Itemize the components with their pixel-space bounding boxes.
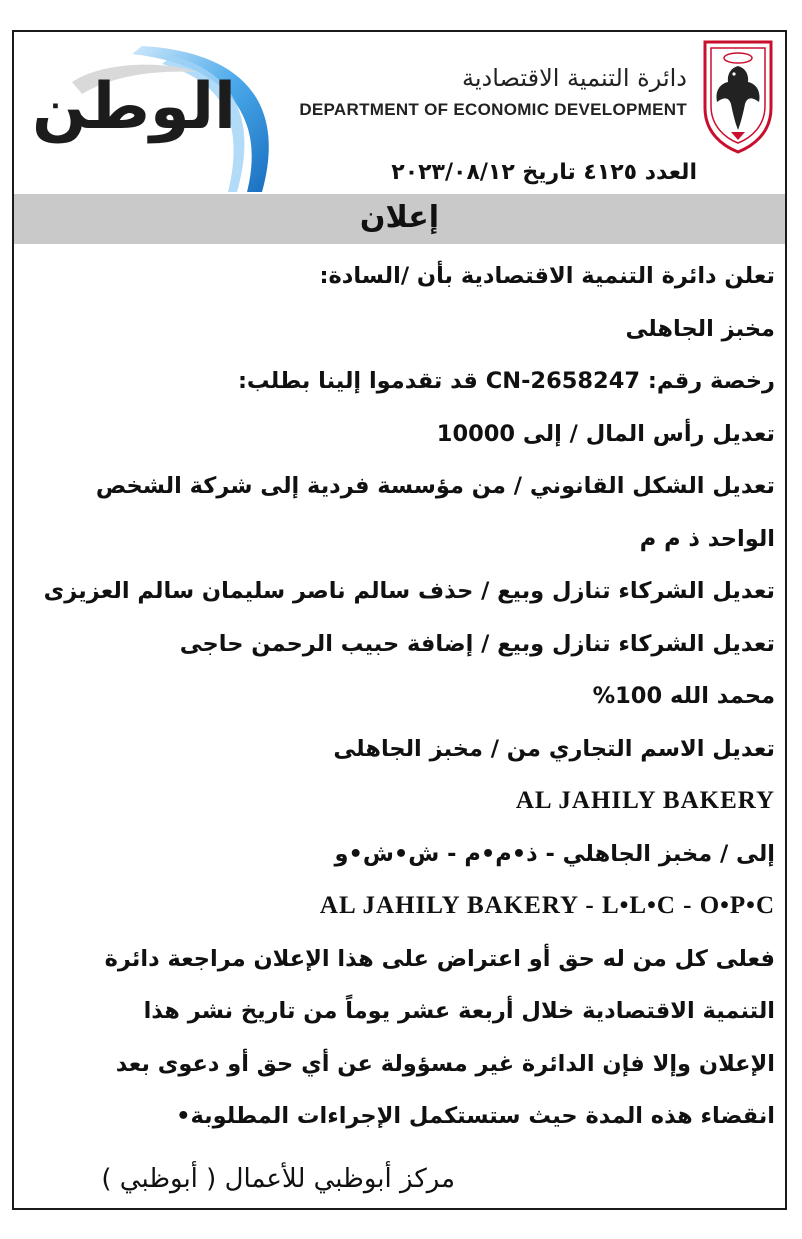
body-line: تعديل الاسم التجاري من / مخبز الجاهلى	[333, 735, 775, 762]
header	[14, 32, 785, 192]
body-line: الإعلان وإلا فإن الدائرة غير مسؤولة عن أي حق أو دعوى بعد	[115, 1050, 775, 1077]
english-name-line: AL JAHILY BAKERY	[515, 787, 775, 814]
department-name-english: DEPARTMENT OF ECONOMIC DEVELOPMENT	[299, 100, 687, 119]
body-line: محمد الله 100%	[592, 683, 775, 709]
issuer-footer: مركز أبوظبي للأعمال ( أبوظبي )	[101, 1164, 455, 1194]
body-line: تعديل رأس المال / إلى 10000	[436, 420, 775, 447]
body-line: رخصة رقم: CN-2658247 قد تقدموا إلينا بطلب:	[237, 368, 775, 394]
body-line: تعديل الشركاء تنازل وبيع / حذف سالم ناصر سليمان سالم العزيزى	[43, 578, 775, 604]
al-watan-logo	[22, 42, 292, 192]
abu-dhabi-falcon-emblem-icon	[701, 38, 775, 154]
body-line: انقضاء هذه المدة حيث ستستكمل الإجراءات المطلوبة•	[176, 1103, 775, 1129]
body-line: إلى / مخبز الجاهلي - ذ•م•م - ش•ش•و	[334, 840, 775, 867]
body-line: التنمية الاقتصادية خلال أربعة عشر يوماً من تاريخ نشر هذا	[143, 998, 775, 1024]
announcement-frame	[12, 30, 787, 1210]
body-line: تعديل الشركاء تنازل وبيع / إضافة حبيب الرحمن حاجى	[179, 630, 775, 657]
body-line: الواحد ذ م م	[639, 525, 775, 552]
title-bar	[14, 194, 785, 244]
english-name-line: AL JAHILY BAKERY - L•L•C - O•P•C	[319, 892, 775, 919]
body-line: فعلى كل من له حق أو اعتراض على هذا الإعلان مراجعة دائرة	[104, 945, 775, 972]
body-line: تعديل الشكل القانوني / من مؤسسة فردية إلى شركة الشخص	[95, 473, 775, 499]
department-name-arabic: دائرة التنمية الاقتصادية	[462, 64, 687, 92]
issue-number-date: العدد ٤١٢٥ تاريخ ٢٠٢٣/٠٨/١٢	[391, 160, 697, 185]
body-line: تعلن دائرة التنمية الاقتصادية بأن /السادة:	[319, 263, 775, 289]
announcement-title: إعلان	[359, 200, 440, 235]
logo-text: الوطن	[32, 70, 236, 144]
announcement-body	[26, 250, 775, 1143]
body-line: مخبز الجاهلى	[625, 315, 775, 342]
